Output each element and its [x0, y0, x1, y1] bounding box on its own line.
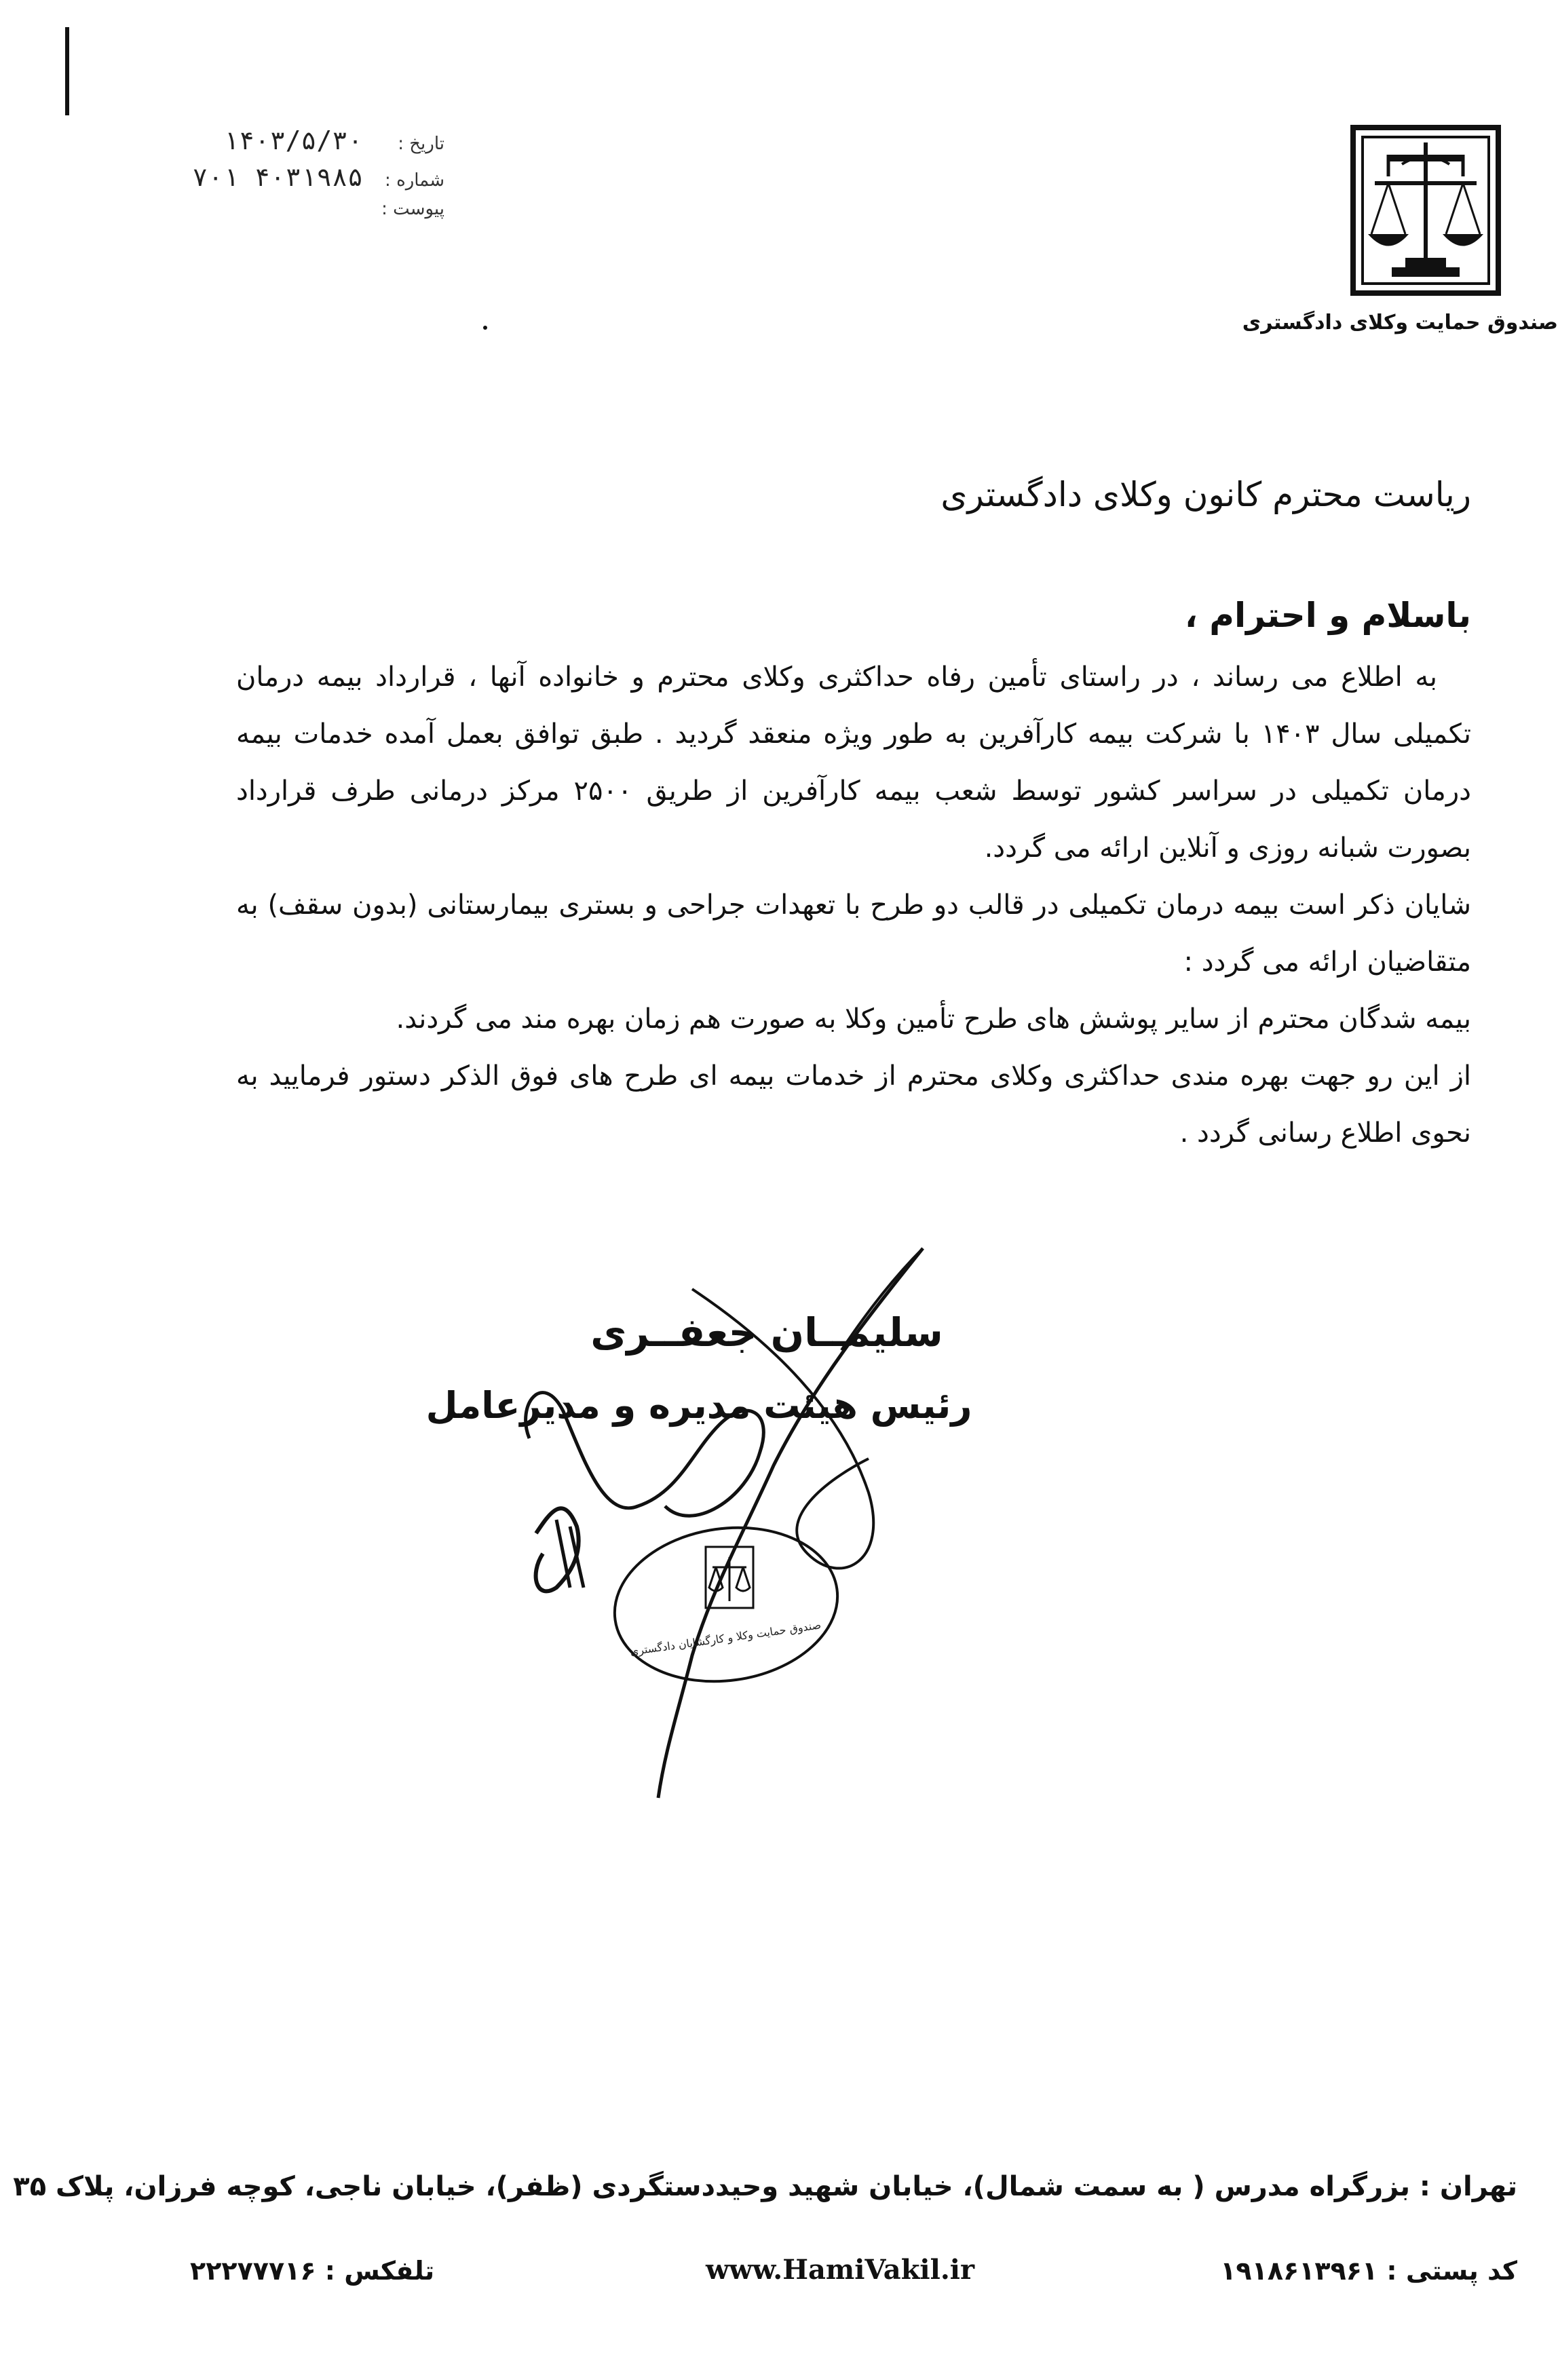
footer-postal-code: کد پستی : ۱۹۱۸۶۱۳۹۶۱ — [1220, 2256, 1517, 2286]
organization-logo — [1348, 122, 1504, 299]
addressee: ریاست محترم کانون وکلای دادگستری — [940, 475, 1471, 514]
seal-text: صندوق حمایت وکلا و کارگشایان دادگستری — [629, 1618, 822, 1658]
paragraph: بیمه شدگان محترم از سایر پوشش های طرح تأمین وکلا به صورت هم زمان بهره مند می گردند. — [396, 1003, 1471, 1035]
footer-address: تهران : بزرگراه مدرس ( به سمت شمال)، خیابان شهید وحیددستگردی (ظفر)، خیابان ناجی، کوچه فرزان، پلاک ۳۵ — [13, 2171, 1517, 2202]
number-row — [173, 162, 444, 199]
paragraph: شایان ذکر است بیمه درمان تکمیلی در قالب دو طرح با تعهدات جراحی و بستری بیمارستانی (بدون سقف) به متقاضیان ارائه می گردد : — [236, 889, 1471, 978]
attachment-row — [173, 199, 444, 235]
date-label: تاریخ : — [398, 134, 444, 154]
scan-dot — [483, 326, 487, 330]
footer-fax: تلفکس : ۲۲۲۷۷۷۱۶ — [190, 2256, 435, 2286]
date-value: ۱۴۰۳/۵/۳۰ — [223, 126, 363, 155]
scales-of-justice-icon — [1348, 122, 1504, 299]
scan-edge-mark — [65, 27, 69, 115]
footer-website-link[interactable]: www.HamiVakil.ir — [706, 2254, 975, 2286]
number-label: شماره : — [385, 170, 444, 191]
salutation: باسلام و احترام ، — [1184, 596, 1471, 635]
signatory-name: سلیمــان جعفــری — [590, 1309, 943, 1356]
letter-body — [236, 475, 1471, 1162]
letter-meta — [173, 126, 444, 235]
number-value: ۷۰۱ ۴۰۳۱۹۸۵ — [192, 162, 363, 192]
official-seal — [611, 1520, 841, 1689]
paragraph: به اطلاع می رساند ، در راستای تأمین رفاه حداکثری وکلای محترم و خانواده آنها ، قرارداد بیمه درمان تکمیلی سال ۱۴۰۳ با شرکت بیمه کارآفرین به طور ویژه منعقد گردید . طبق توافق بعمل آمده خدمات بیمه درمان تکمیلی در سراسر کشور توسط شعب بیمه کارآفرین از طریق ۲۵۰۰ مرکز درمانی طرف قرارداد بصورت شبانه روزی و آنلاین ارائه می گردد. — [236, 661, 1471, 864]
attachment-label: پیوست : — [381, 199, 444, 219]
organization-name: صندوق حمایت وکلای دادگستری — [1242, 311, 1558, 334]
date-row — [173, 126, 444, 162]
signatory-title: رئیس هیئت مدیره و مدیرعامل — [425, 1384, 972, 1427]
paragraph: از این رو جهت بهره مندی حداکثری وکلای محترم از خدمات بیمه ای طرح های فوق الذکر دستور فرمایید به نحوی اطلاع رسانی گردد . — [236, 1060, 1471, 1149]
